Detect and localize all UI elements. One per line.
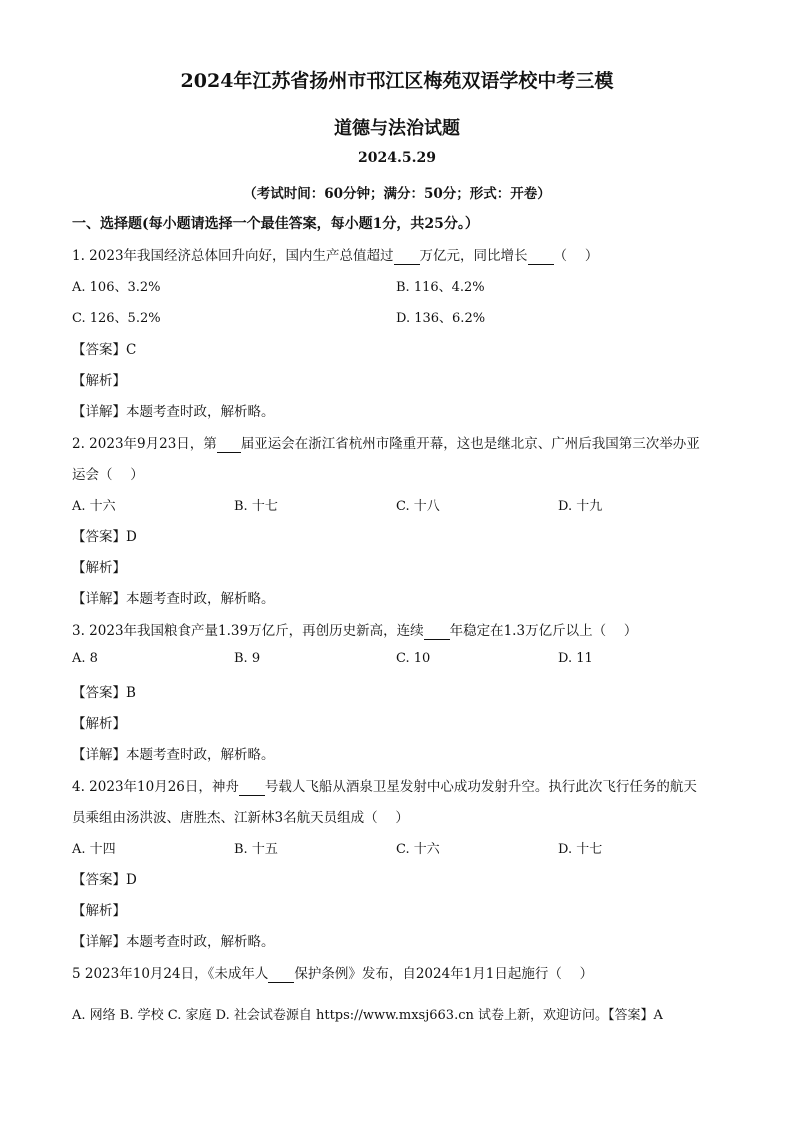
q3-option-c: C. 10 (396, 651, 431, 666)
q3-blank-1 (424, 623, 450, 640)
q1-blank-1 (394, 248, 420, 265)
q1-answer: 【答案】C (72, 342, 137, 358)
question-1-stem (72, 244, 598, 265)
exam-title: 2024年江苏省扬州市邗江区梅苑双语学校中考三模 (180, 70, 614, 92)
q2-option-b: B. 十七 (234, 499, 278, 514)
q2-answer: 【答案】D (72, 529, 137, 545)
q5-options-and-answer-line: A. 网络 B. 学校 C. 家庭 D. 社会试卷源自 https://www.mxsj663.cn 试卷上新，欢迎访问。【答案】A (72, 1008, 663, 1023)
q3-option-a: A. 8 (72, 651, 98, 666)
q3-detail: 【详解】本题考查时政，解析略。 (72, 747, 275, 763)
q2-stem-part-1: 2. 2023年9月23日，第 (72, 436, 217, 452)
question-3-stem (72, 619, 637, 640)
question-4-stem-line-2: 员乘组由汤洪波、唐胜杰、江新林3名航天员组成（ ） (72, 810, 409, 826)
q5-stem-part-1: 5 2023年10月24日，《未成年人 (72, 966, 269, 982)
q5-stem-part-2: 保护条例》发布，自2024年1月1日起施行（ ） (294, 966, 594, 982)
q1-stem-part-1: 1. 2023年我国经济总体回升向好，国内生产总值超过 (72, 248, 394, 264)
q4-option-b: B. 十五 (234, 842, 278, 857)
q1-option-b: B. 116、4.2% (396, 280, 485, 295)
q2-option-a: A. 十六 (72, 499, 116, 514)
q3-analysis: 【解析】 (72, 716, 126, 732)
section-heading: 一、选择题(每小题请选择一个最佳答案，每小题1分，共25分。） (72, 216, 479, 232)
q1-blank-2 (528, 248, 554, 265)
q4-option-d: D. 十七 (558, 842, 603, 857)
q1-detail: 【详解】本题考查时政，解析略。 (72, 404, 275, 420)
q3-option-d: D. 11 (558, 651, 593, 666)
q3-stem-part-1: 3. 2023年我国粮食产量1.39万亿斤，再创历史新高，连续 (72, 623, 424, 639)
q1-stem-part-2: 万亿元，同比增长 (419, 248, 528, 264)
q1-analysis: 【解析】 (72, 373, 126, 389)
q2-stem-part-2: 届亚运会在浙江省杭州市隆重开幕，这也是继北京、广州后我国第三次举办亚 (240, 436, 700, 452)
question-2-stem (72, 432, 700, 453)
exam-subtitle: 道德与法治试题 (334, 118, 460, 139)
q4-answer: 【答案】D (72, 872, 137, 888)
q1-option-a: A. 106、3.2% (72, 280, 161, 295)
q4-analysis: 【解析】 (72, 903, 126, 919)
exam-info: （考试时间：60分钟；满分：50分；形式：开卷） (243, 186, 551, 202)
q3-option-b: B. 9 (234, 651, 261, 666)
q2-analysis: 【解析】 (72, 560, 126, 576)
q3-answer: 【答案】B (72, 685, 136, 701)
q2-option-c: C. 十八 (396, 499, 440, 514)
q1-option-d: D. 136、6.2% (396, 311, 486, 326)
q2-blank-1 (217, 436, 241, 453)
q2-detail: 【详解】本题考查时政，解析略。 (72, 591, 275, 607)
q4-stem-part-1: 4. 2023年10月26日，神舟 (72, 779, 239, 795)
q5-blank-1 (268, 966, 294, 983)
q4-detail: 【详解】本题考查时政，解析略。 (72, 934, 275, 950)
q2-option-d: D. 十九 (558, 499, 603, 514)
q4-blank-1 (239, 779, 265, 796)
question-4-stem (72, 775, 697, 796)
exam-date: 2024.5.29 (358, 150, 436, 166)
q1-option-c: C. 126、5.2% (72, 311, 161, 326)
q4-option-a: A. 十四 (72, 842, 116, 857)
q4-option-c: C. 十六 (396, 842, 440, 857)
q3-stem-part-2: 年稳定在1.3万亿斤以上（ ） (449, 623, 638, 639)
q4-stem-part-2: 号载人飞船从酒泉卫星发射中心成功发射升空。执行此次飞行任务的航天 (264, 779, 697, 795)
question-5-stem (72, 962, 593, 983)
q1-stem-part-3: （ ） (553, 248, 599, 264)
question-2-stem-line-2: 运会（ ） (72, 467, 144, 483)
